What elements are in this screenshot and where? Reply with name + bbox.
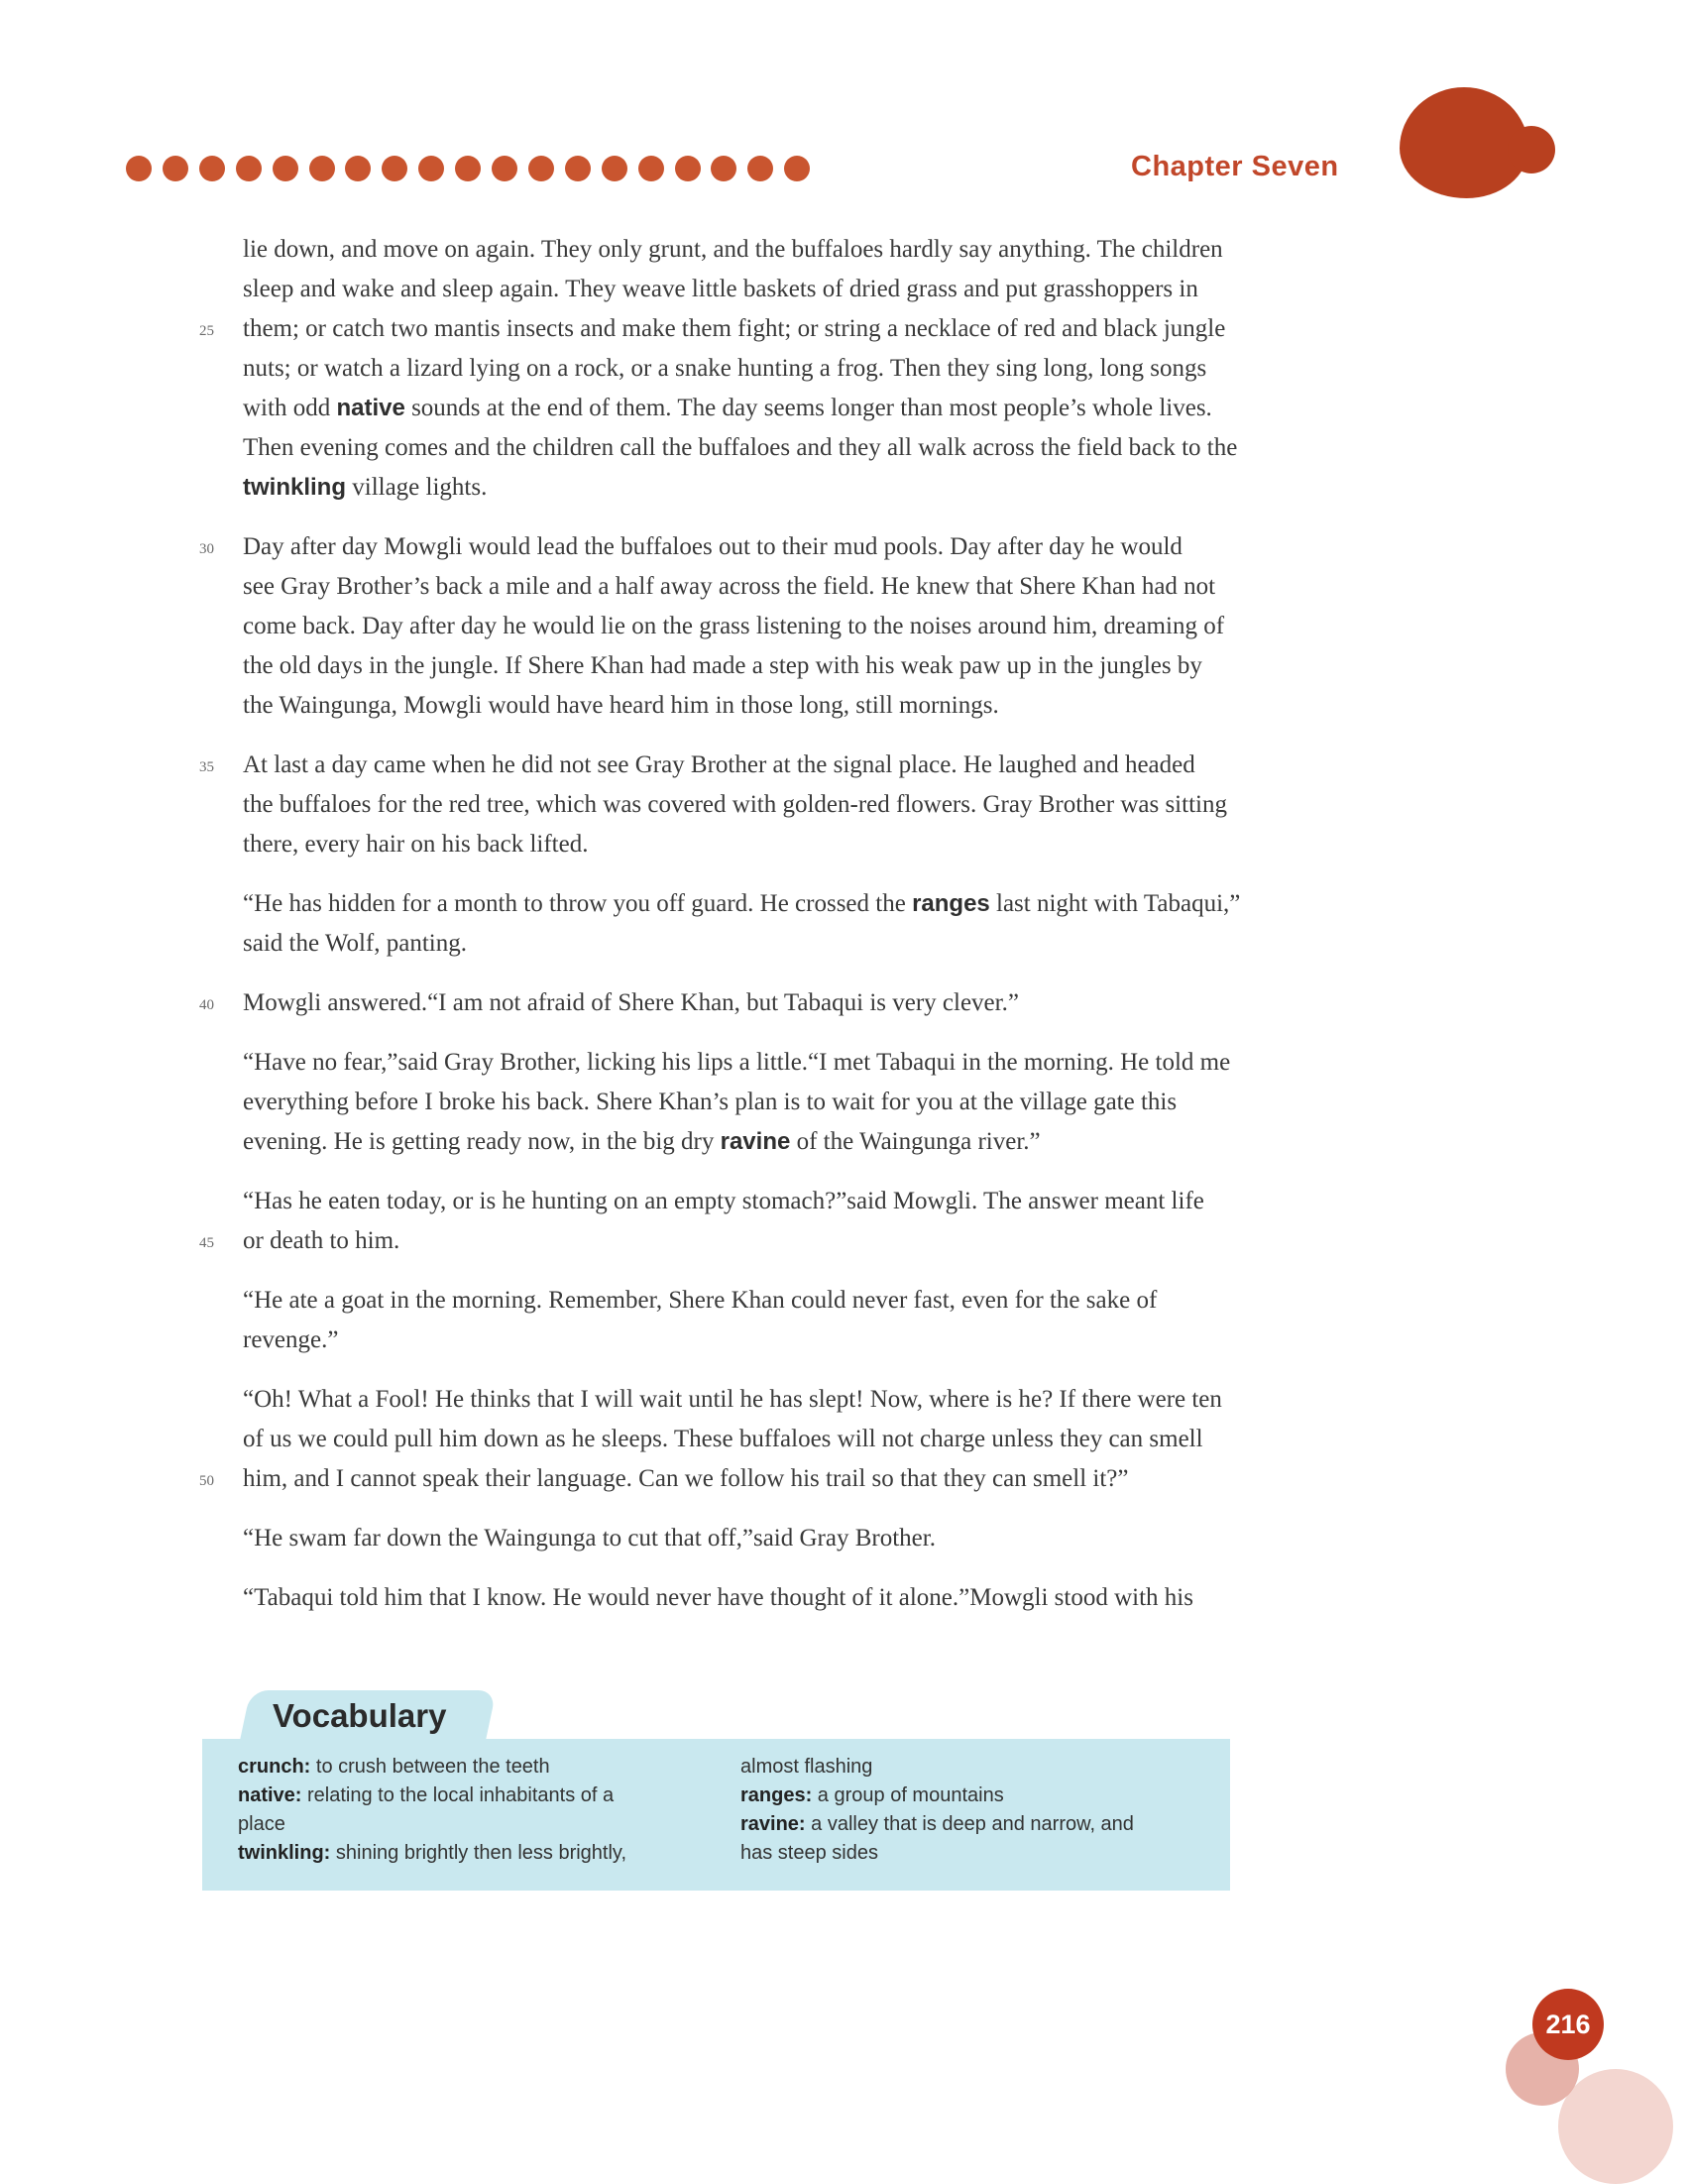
text-line xyxy=(199,1221,1403,1261)
vocabulary-box xyxy=(202,1739,1230,1891)
chapter-decoration-small-circle xyxy=(1508,126,1555,173)
text-segment: sleep and wake and sleep again. They weave little baskets of dried grass and put grasshoppers in xyxy=(243,276,1198,302)
vocabulary-line xyxy=(740,1810,1134,1839)
text-line xyxy=(243,1578,1403,1618)
text-line xyxy=(243,785,1403,825)
text-segment: lie down, and move on again. They only grunt, and the buffaloes hardly say anything. The children xyxy=(243,236,1223,263)
decorative-dot xyxy=(199,156,225,181)
story-text xyxy=(199,230,1403,1638)
vocabulary-word: twinkling xyxy=(243,474,346,501)
text-line xyxy=(243,884,1403,924)
line-number: 45 xyxy=(199,1235,214,1251)
decorative-dot xyxy=(784,156,810,181)
vocabulary-line xyxy=(238,1839,626,1868)
text-segment: “He has hidden for a month to throw you off guard. He crossed the xyxy=(243,890,913,917)
vocabulary-line xyxy=(740,1839,1134,1868)
decorative-dot xyxy=(382,156,407,181)
decorative-dot xyxy=(675,156,701,181)
page-number-decoration-large xyxy=(1558,2069,1673,2184)
text-segment: come back. Day after day he would lie on the grass listening to the noises around him, dreaming of xyxy=(243,613,1225,639)
vocabulary-line xyxy=(238,1753,626,1782)
line-number: 40 xyxy=(199,997,214,1013)
story-paragraph xyxy=(243,1578,1403,1618)
vocabulary-line xyxy=(238,1810,626,1839)
text-segment: “Has he eaten today, or is he hunting on an empty stomach?”said Mowgli. The answer meant life xyxy=(243,1188,1204,1214)
text-segment: last night with Tabaqui,” xyxy=(989,890,1241,917)
text-segment: At last a day came when he did not see Gray Brother at the signal place. He laughed and headed xyxy=(243,751,1195,778)
decorative-dot xyxy=(492,156,517,181)
decorative-dot xyxy=(747,156,773,181)
text-line xyxy=(243,1519,1403,1558)
vocabulary-definition: relating to the local inhabitants of a xyxy=(301,1784,615,1806)
text-segment: village lights. xyxy=(346,474,488,501)
text-line xyxy=(243,349,1403,389)
story-paragraph xyxy=(199,1380,1403,1499)
text-line xyxy=(243,1420,1403,1459)
text-segment: nuts; or watch a lizard lying on a rock, or a snake hunting a frog. Then they sing long, long songs xyxy=(243,355,1207,382)
line-number: 30 xyxy=(199,541,214,557)
text-line xyxy=(243,270,1403,309)
text-line xyxy=(199,1459,1403,1499)
decorative-dot xyxy=(455,156,481,181)
vocabulary-definition: a group of mountains xyxy=(812,1784,1004,1806)
vocabulary-line xyxy=(740,1753,1134,1782)
decorative-dot xyxy=(163,156,188,181)
text-segment: him, and I cannot speak their language. Can we follow his trail so that they can smell it?” xyxy=(243,1465,1129,1492)
vocabulary-title: Vocabulary xyxy=(273,1697,447,1734)
text-segment: “Oh! What a Fool! He thinks that I will wait until he has slept! Now, where is he? If there were ten xyxy=(243,1386,1222,1413)
text-line xyxy=(243,567,1403,607)
text-segment: “He swam far down the Waingunga to cut that off,”said Gray Brother. xyxy=(243,1525,936,1552)
text-segment: with odd xyxy=(243,395,337,421)
text-segment: “Tabaqui told him that I know. He would never have thought of it alone.”Mowgli stood with his xyxy=(243,1584,1193,1611)
text-segment: or death to him. xyxy=(243,1227,400,1254)
text-line xyxy=(243,1182,1403,1221)
text-line xyxy=(199,746,1403,785)
text-segment: “Have no fear,”said Gray Brother, licking his lips a little.“I met Tabaqui in the morning. He told me xyxy=(243,1049,1231,1076)
vocabulary-definition: place xyxy=(238,1813,285,1835)
text-line xyxy=(243,428,1403,468)
text-segment: of us we could pull him down as he sleeps. These buffaloes will not charge unless they can smell xyxy=(243,1426,1203,1452)
text-line xyxy=(243,1122,1403,1162)
text-segment: evening. He is getting ready now, in the big dry xyxy=(243,1128,721,1155)
line-number: 50 xyxy=(199,1473,214,1489)
story-paragraph xyxy=(199,746,1403,864)
decorative-dot xyxy=(309,156,335,181)
vocabulary-line xyxy=(238,1782,626,1810)
text-line xyxy=(243,1281,1403,1321)
text-line xyxy=(243,389,1403,428)
text-line xyxy=(199,983,1403,1023)
vocabulary-word: ravine xyxy=(720,1128,791,1155)
text-segment: sounds at the end of them. The day seems longer than most people’s whole lives. xyxy=(404,395,1212,421)
vocabulary-term: native: xyxy=(238,1784,302,1806)
vocabulary-left-column xyxy=(238,1753,626,1868)
text-line xyxy=(243,825,1403,864)
decorative-dots-row xyxy=(126,156,1053,181)
text-segment: see Gray Brother’s back a mile and a half away across the field. He knew that Shere Khan had not xyxy=(243,573,1216,600)
text-line xyxy=(243,1043,1403,1083)
vocabulary-definition: has steep sides xyxy=(740,1842,878,1864)
story-paragraph xyxy=(243,1281,1403,1360)
vocabulary-term: crunch: xyxy=(238,1756,311,1778)
vocabulary-word: ranges xyxy=(912,890,990,917)
decorative-dot xyxy=(418,156,444,181)
story-paragraph xyxy=(199,527,1403,726)
text-segment: everything before I broke his back. Shere Khan’s plan is to wait for you at the village gate this xyxy=(243,1089,1178,1115)
decorative-dot xyxy=(711,156,736,181)
decorative-dot xyxy=(273,156,298,181)
vocabulary-term: ravine: xyxy=(740,1813,806,1835)
text-segment: the old days in the jungle. If Shere Khan had made a step with his weak paw up in the jungles by xyxy=(243,652,1202,679)
vocabulary-term: twinkling: xyxy=(238,1842,331,1864)
text-line xyxy=(243,1321,1403,1360)
vocabulary-right-column xyxy=(740,1753,1134,1868)
chapter-title: Chapter Seven xyxy=(1131,151,1339,182)
vocabulary-word: native xyxy=(336,395,405,421)
line-number: 35 xyxy=(199,759,214,775)
story-paragraph xyxy=(199,1182,1403,1261)
story-paragraph xyxy=(199,983,1403,1023)
text-segment: them; or catch two mantis insects and make them fight; or string a necklace of red and black jungle xyxy=(243,315,1226,342)
text-segment: revenge.” xyxy=(243,1326,339,1353)
vocabulary-definition: almost flashing xyxy=(740,1756,873,1778)
vocabulary-definition: shining brightly then less brightly, xyxy=(330,1842,626,1864)
text-line xyxy=(243,230,1403,270)
decorative-dot xyxy=(236,156,262,181)
text-line xyxy=(243,686,1403,726)
text-line xyxy=(199,309,1403,349)
text-segment: of the Waingunga river.” xyxy=(790,1128,1041,1155)
line-number: 25 xyxy=(199,323,214,339)
text-line xyxy=(243,646,1403,686)
text-segment: said the Wolf, panting. xyxy=(243,930,467,957)
vocabulary-definition: a valley that is deep and narrow, and xyxy=(805,1813,1134,1835)
vocabulary-line xyxy=(740,1782,1134,1810)
text-segment: there, every hair on his back lifted. xyxy=(243,831,589,858)
text-segment: Then evening comes and the children call the buffaloes and they all walk across the field back to the xyxy=(243,434,1238,461)
text-line xyxy=(243,607,1403,646)
vocabulary-term: ranges: xyxy=(740,1784,813,1806)
text-line xyxy=(199,527,1403,567)
story-paragraph xyxy=(243,1043,1403,1162)
decorative-dot xyxy=(638,156,664,181)
vocabulary-definition: to crush between the teeth xyxy=(310,1756,550,1778)
text-segment: Mowgli answered.“I am not afraid of Shere Khan, but Tabaqui is very clever.” xyxy=(243,989,1019,1016)
text-segment: the Waingunga, Mowgli would have heard him in those long, still mornings. xyxy=(243,692,999,719)
text-segment: the buffaloes for the red tree, which was covered with golden-red flowers. Gray Brother was sitting xyxy=(243,791,1227,818)
text-segment: “He ate a goat in the morning. Remember, Shere Khan could never fast, even for the sake of xyxy=(243,1287,1158,1314)
text-segment: Day after day Mowgli would lead the buffaloes out to their mud pools. Day after day he would xyxy=(243,533,1183,560)
page-number: 216 xyxy=(1545,2010,1591,2039)
story-paragraph xyxy=(199,230,1403,508)
decorative-dot xyxy=(528,156,554,181)
text-line xyxy=(243,468,1403,508)
text-line xyxy=(243,924,1403,964)
decorative-dot xyxy=(345,156,371,181)
decorative-dot xyxy=(565,156,591,181)
decorative-dot xyxy=(602,156,627,181)
text-line xyxy=(243,1083,1403,1122)
story-paragraph xyxy=(243,884,1403,964)
text-line xyxy=(243,1380,1403,1420)
story-paragraph xyxy=(243,1519,1403,1558)
decorative-dot xyxy=(126,156,152,181)
